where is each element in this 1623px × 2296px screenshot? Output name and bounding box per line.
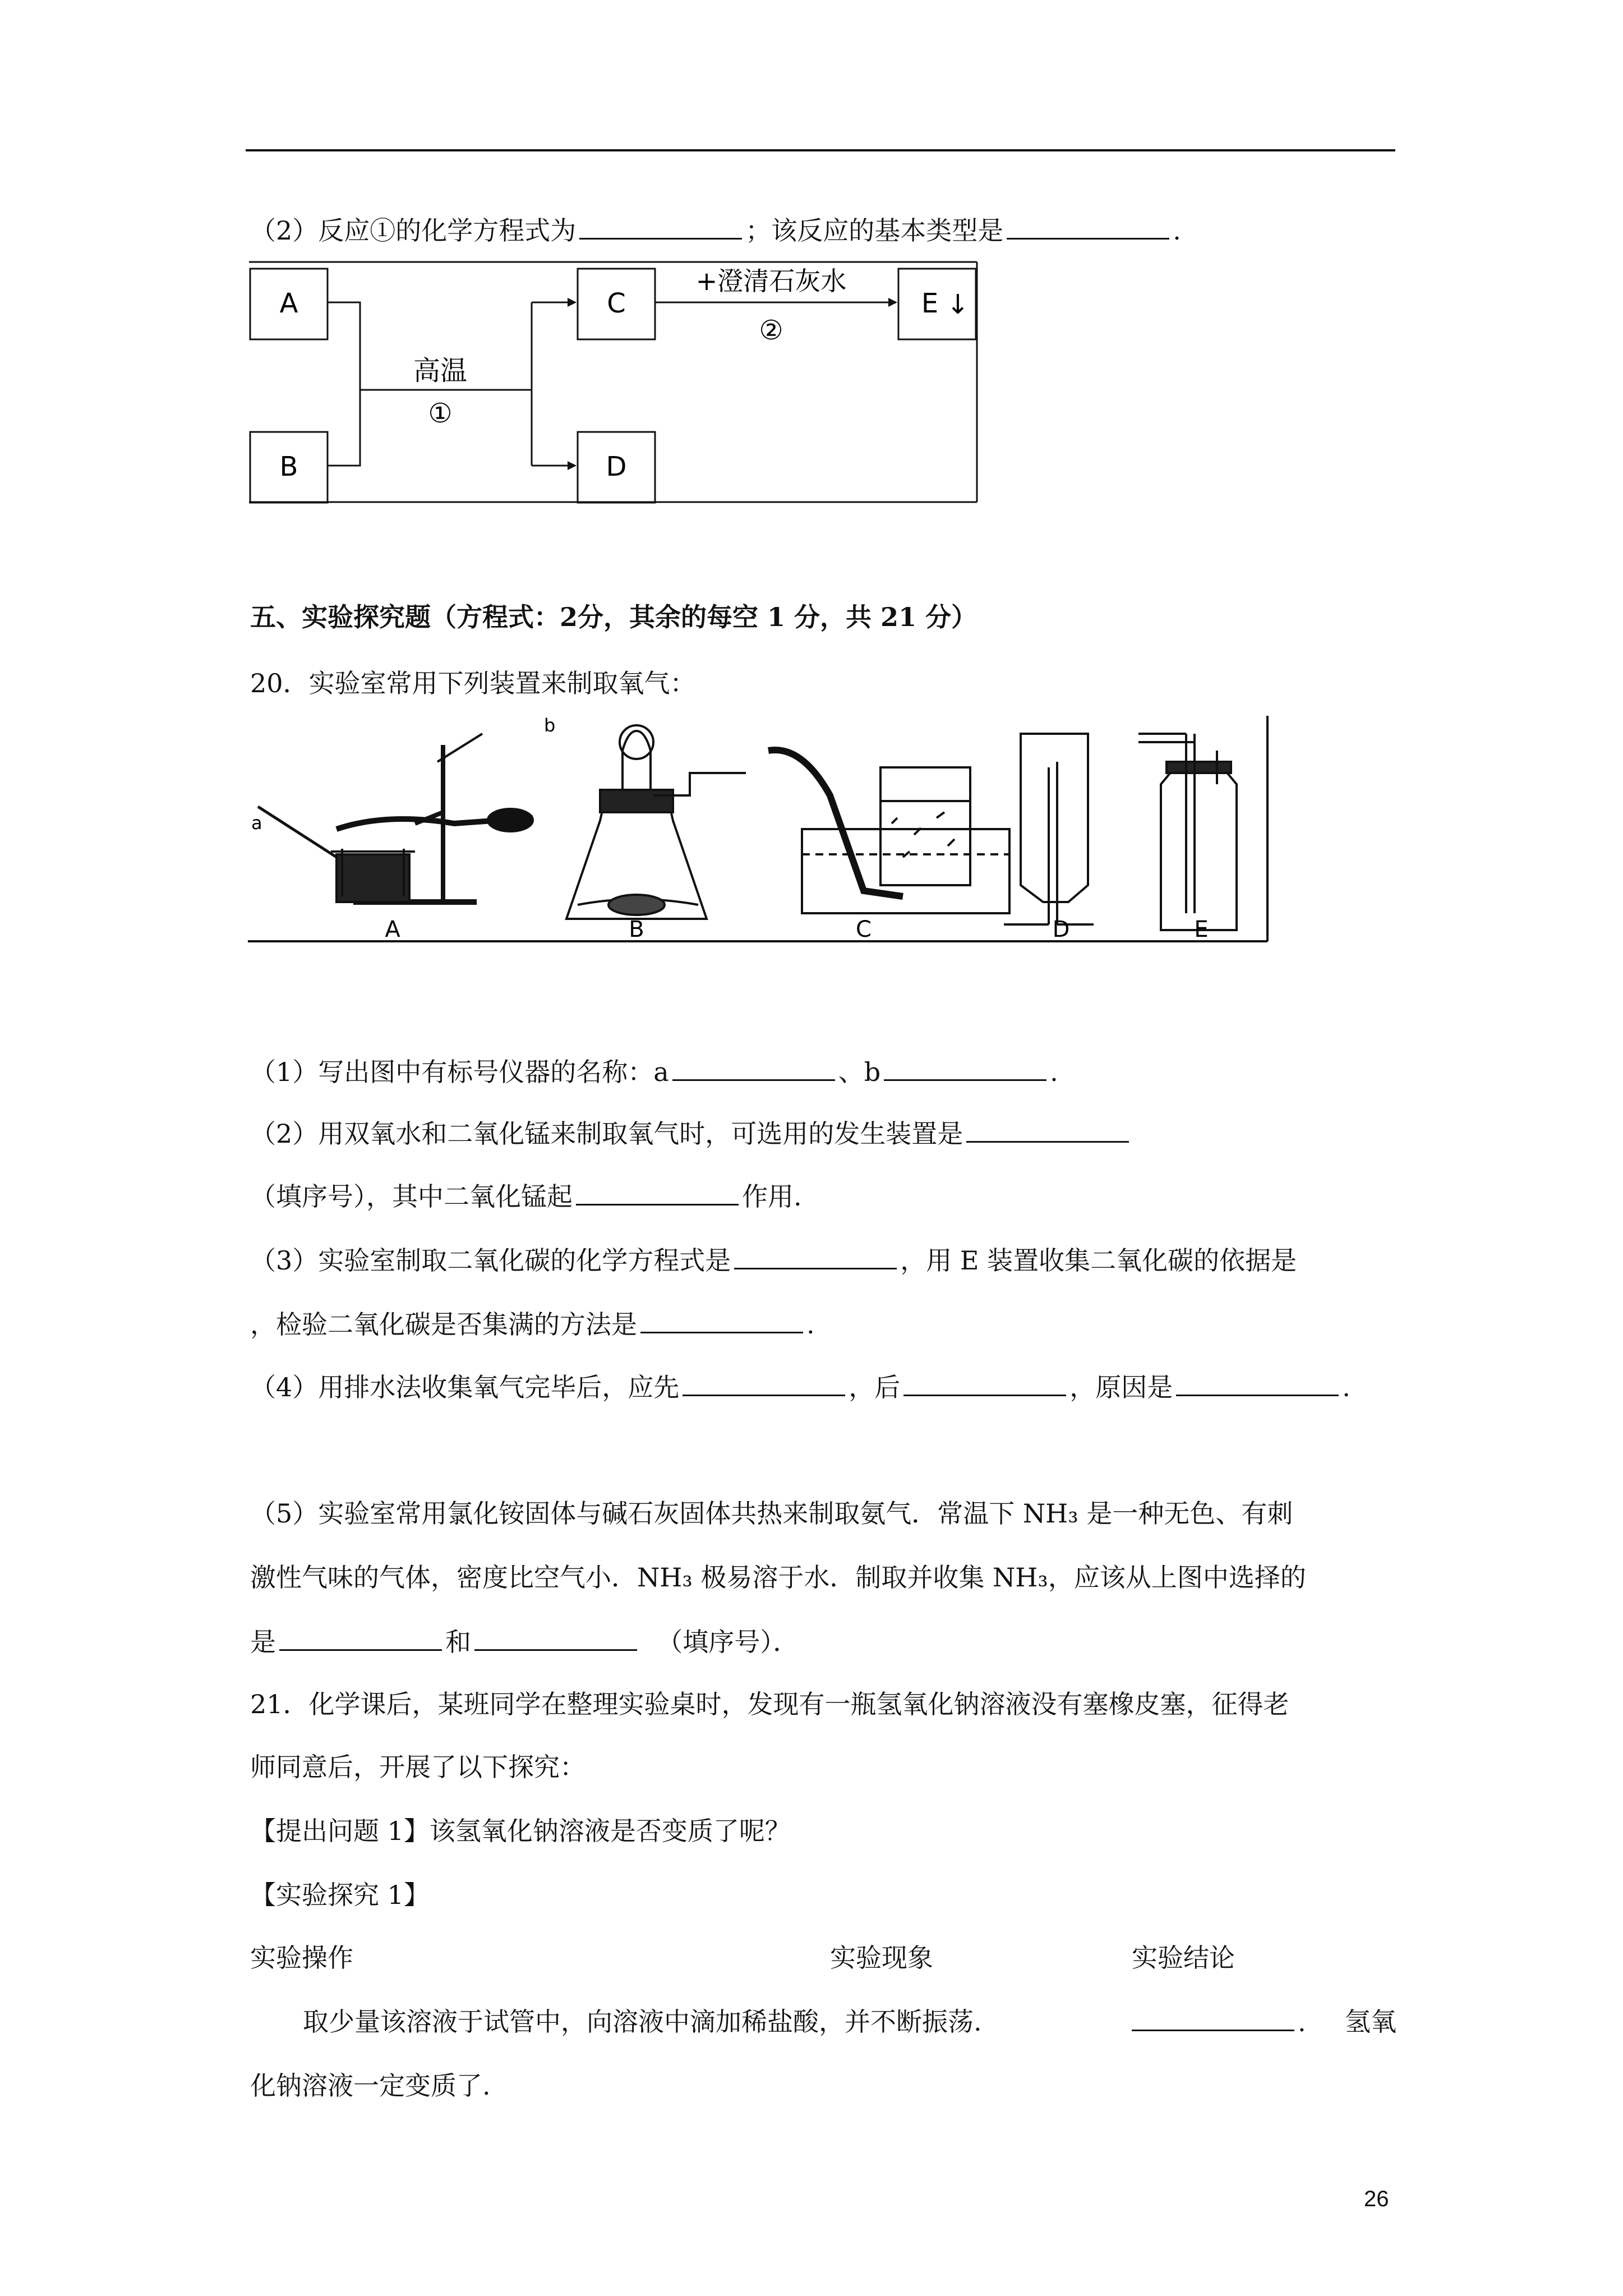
column-header-conclusion: 实验结论 [1132, 1943, 1235, 1973]
apparatus-e [1138, 734, 1237, 930]
conclusion-text-b: 化钠溶液一定变质了. [250, 2070, 491, 2101]
box-a-label: A [279, 288, 298, 319]
q20-part3-line: （3）实验室制取二氧化碳的化学方程式是 ，用 E 装置收集二氧化碳的依据是 [250, 1243, 1297, 1277]
answer-blank[interactable] [576, 1179, 739, 1205]
apparatus-label-c: C [856, 917, 872, 942]
header-rule [246, 149, 1395, 151]
apparatus-a [258, 734, 533, 902]
answer-blank[interactable] [672, 1055, 835, 1081]
apparatus-b [566, 725, 746, 919]
apparatus-c [768, 750, 1009, 913]
answer-blank[interactable] [1176, 1370, 1339, 1396]
answer-blank[interactable] [279, 1625, 442, 1651]
answer-blank[interactable] [734, 1243, 897, 1269]
page-number: 26 [1364, 2187, 1389, 2211]
precipitate-arrow: ↓ [946, 289, 970, 320]
answer-blank[interactable] [683, 1370, 845, 1396]
reaction-flow-diagram [241, 255, 987, 513]
answer-blank[interactable] [579, 213, 742, 240]
q21-question-1: 【提出问题 1】该氢氧化钠溶液是否变质了呢？ [250, 1816, 791, 1846]
answer-blank[interactable] [884, 1055, 1046, 1081]
phenomenon-answer-line: . [1128, 2005, 1306, 2039]
q20-part1-line: （1）写出图中有标号仪器的名称：a 、b . [250, 1055, 1058, 1089]
instrument-mark-b: b [544, 715, 556, 736]
apparatus-d [1004, 734, 1094, 924]
q21-stem-line1: 21．化学课后，某班同学在整理实验桌时，发现有一瓶氢氧化钠溶液没有塞橡皮塞，征得老 [250, 1689, 1289, 1719]
q20-part5-line2: 激性气味的气体，密度比空气小．NH₃ 极易溶于水．制取并收集 NH₃，应该从上图中选择的 [250, 1562, 1306, 1593]
condition-2-label: +澄清石灰水 [695, 266, 847, 296]
q21-stem-line2: 师同意后，开展了以下探究： [250, 1752, 585, 1782]
q20-part2-line2: （填序号），其中二氧化锰起 作用. [250, 1179, 802, 1213]
apparatus-label-d: D [1052, 917, 1070, 942]
answer-blank[interactable] [474, 1625, 637, 1651]
q20-part3-line2: ，检验二氧化碳是否集满的方法是 . [250, 1307, 815, 1341]
answer-blank[interactable] [1132, 2005, 1294, 2031]
q20-part5-line1: （5）实验室常用氯化铵固体与碱石灰固体共热来制取氨气．常温下 NH₃ 是一种无色、有刺 [250, 1498, 1293, 1529]
column-header-operation: 实验操作 [250, 1943, 353, 1973]
column-header-phenomenon: 实验现象 [830, 1943, 933, 1973]
box-b-label: B [279, 451, 298, 482]
apparatus-label-a: A [385, 917, 400, 942]
q19-part2-line: （2）反应①的化学方程式为 ；该反应的基本类型是 . [250, 213, 1181, 247]
apparatus-label-b: B [629, 917, 644, 942]
experiment-operation: 取少量该溶液于试管中，向溶液中滴加稀盐酸，并不断振荡. [303, 2007, 982, 2037]
answer-blank[interactable] [640, 1307, 803, 1333]
reaction-2-number: ② [759, 315, 783, 346]
reaction-1-number: ① [428, 398, 453, 429]
section-five-title: 五、实验探究题（方程式：2分，其余的每空 1 分，共 21 分） [250, 602, 978, 632]
q21-explore-1: 【实验探究 1】 [250, 1880, 430, 1910]
answer-blank[interactable] [966, 1116, 1129, 1143]
apparatus-label-e: E [1194, 917, 1209, 942]
answer-blank[interactable] [903, 1370, 1066, 1396]
apparatus-figure [241, 711, 1273, 947]
q20-part2-line: （2）用双氧水和二氧化锰来制取氧气时，可选用的发生装置是 [250, 1116, 1132, 1151]
q20-stem: 20．实验室常用下列装置来制取氧气： [250, 668, 696, 698]
box-c-label: C [607, 288, 626, 319]
box-e-label: E [921, 288, 939, 319]
q20-part5-line3: 是 和 （填序号）． [250, 1625, 799, 1659]
conclusion-text-a: 氢氧 [1345, 2007, 1396, 2037]
box-d-label: D [606, 451, 627, 482]
instrument-mark-a: a [251, 812, 262, 834]
q20-part4-line: （4）用排水法收集氧气完毕后，应先 ，后 ，原因是 . [250, 1370, 1350, 1404]
answer-blank[interactable] [1007, 213, 1169, 240]
condition-1-label: 高温 [413, 355, 468, 386]
